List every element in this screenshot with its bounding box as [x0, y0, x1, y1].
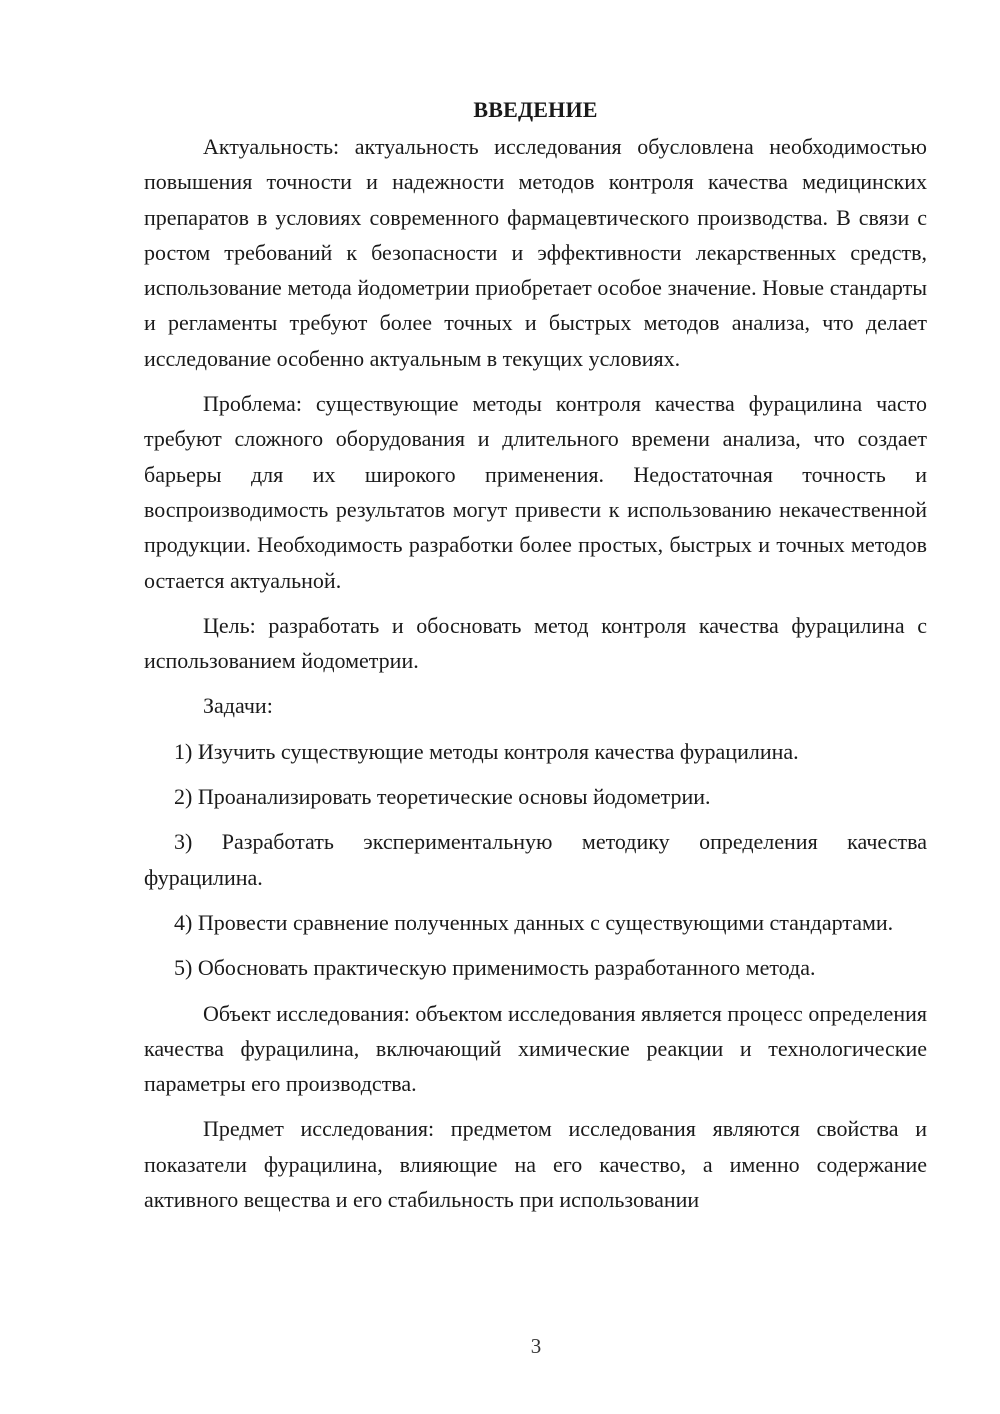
- task-item: 3) Разработать экспериментальную методику определения качества фурацилина.: [144, 829, 927, 890]
- task-item: 1) Изучить существующие методы контроля качества фурацилина.: [174, 738, 799, 764]
- task-item: 5) Обосновать практическую применимость разработанного метода.: [174, 955, 816, 981]
- page-number: 3: [530, 1334, 542, 1358]
- task-item: 4) Провести сравнение полученных данных с существующими стандартами.: [174, 909, 894, 935]
- section-heading: ВВЕДЕНИЕ: [473, 97, 598, 122]
- paragraph-relevance: Актуальность: актуальность исследования обусловлена необходимостью повышения точности и надежности методов контроля качества медицинских препаратов в условиях современного фармацевтического производства. В связи с ростом требований к безопасности и эффективности лекарственных средств, использование метода йодометрии приобретает особое значение. Новые стандарты и регламенты требуют более точных и быстрых методов анализа, что делает исследование особенно актуальным в текущих условиях.: [144, 134, 927, 371]
- paragraph-subject: Предмет исследования: предметом исследования являются свойства и показатели фурацилина, влияющие на его качество, а именно содержание активного вещества и его стабильность при использовании: [144, 1116, 927, 1213]
- tasks-label: Задачи:: [203, 693, 273, 719]
- tasks-list: [144, 734, 927, 986]
- task-item: 2) Проанализировать теоретические основы йодометрии.: [174, 784, 711, 810]
- paragraph-goal: Цель: разработать и обосновать метод контроля качества фурацилина с использованием йодометрии.: [144, 612, 927, 674]
- paragraph-object: Объект исследования: объектом исследования является процесс определения качества фурацилина, включающий химические реакции и технологические параметры его производства.: [144, 1000, 927, 1097]
- paragraph-problem: Проблема: существующие методы контроля качества фурацилина часто требуют сложного оборудования и длительного времени анализа, что создает барьеры для их широкого применения. Недостаточная точность и воспроизводимость результатов могут привести к использованию некачественной продукции. Необходимость разработки более простых, быстрых и точных методов остается актуальной.: [144, 391, 927, 593]
- page-content: [144, 92, 927, 1227]
